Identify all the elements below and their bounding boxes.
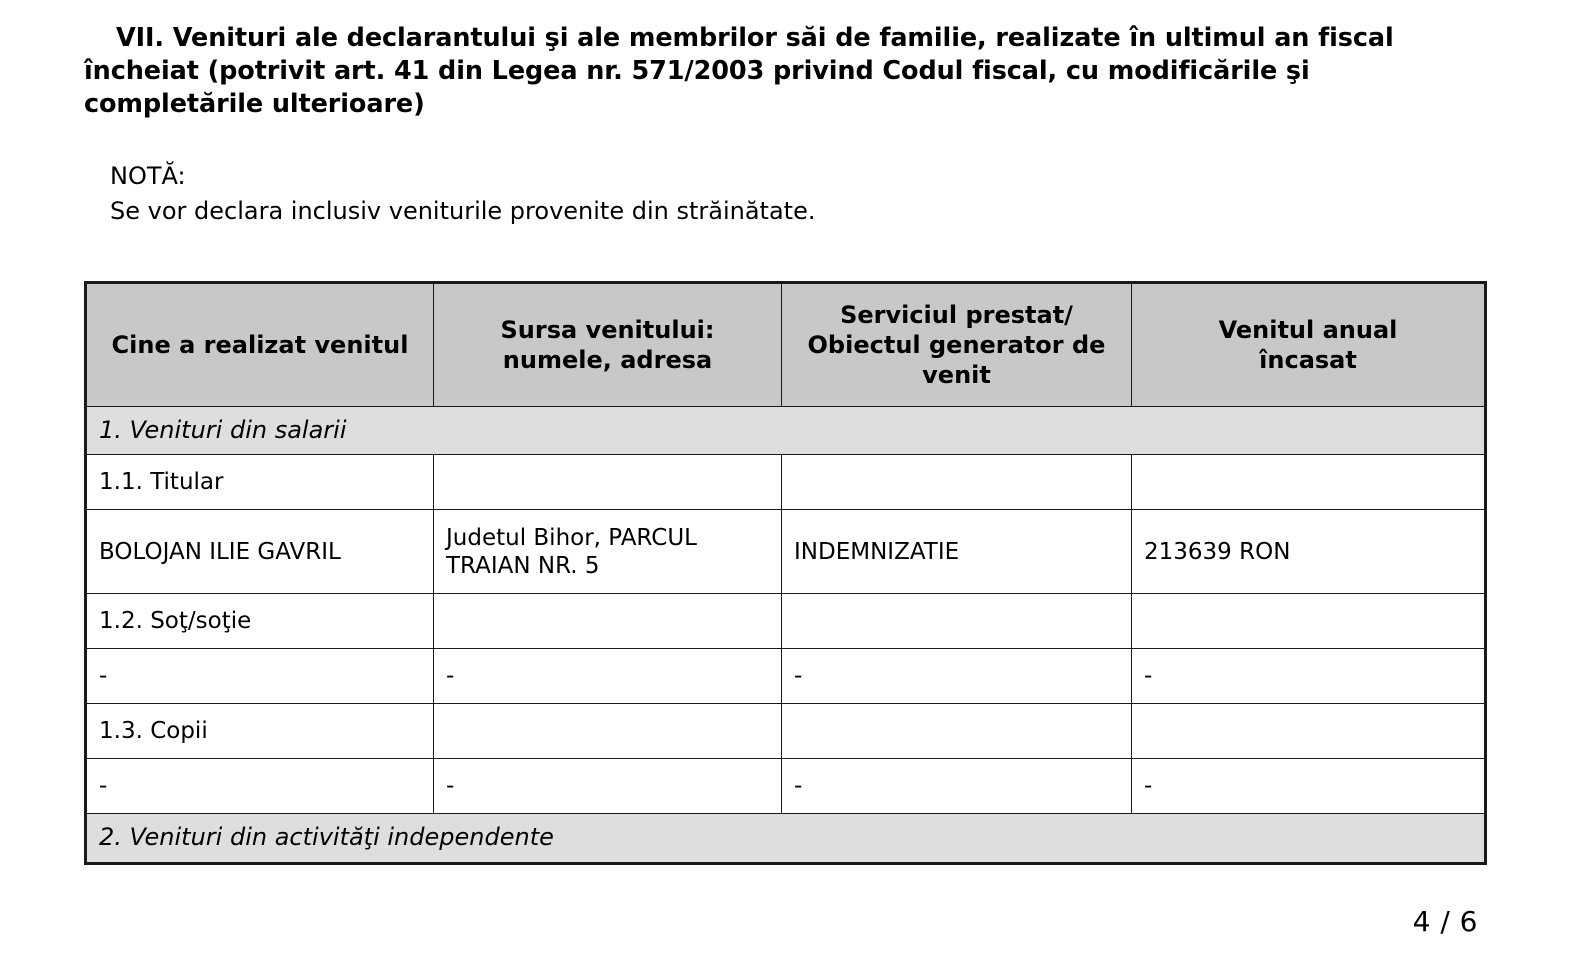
- column-header-annual-income-line2: încasat: [1259, 346, 1357, 375]
- table-row-spouse-header: [86, 594, 1486, 649]
- column-header-service: [782, 283, 1132, 407]
- table-row-children-header: [86, 704, 1486, 759]
- column-header-who: [86, 283, 434, 407]
- cell-source: [434, 455, 782, 510]
- group-row-salaries: [86, 407, 1486, 455]
- cell-who: -: [86, 649, 434, 704]
- cell-service: -: [782, 649, 1132, 704]
- cell-amount: -: [1132, 649, 1486, 704]
- cell-service: [782, 704, 1132, 759]
- column-header-service-line2: Obiectul generator de: [807, 331, 1106, 360]
- table-row-spouse-data: [86, 649, 1486, 704]
- cell-service: [782, 594, 1132, 649]
- column-header-source-line2: numele, adresa: [502, 346, 713, 375]
- column-header-service-line3: venit: [922, 361, 991, 390]
- cell-amount: [1132, 704, 1486, 759]
- cell-source: [434, 594, 782, 649]
- cell-amount: -: [1132, 759, 1486, 814]
- note-text: Se vor declara inclusiv veniturile provenite din străinătate.: [110, 197, 816, 226]
- cell-source: -: [434, 649, 782, 704]
- column-header-annual-income-line1: Venitul anual: [1218, 316, 1398, 345]
- column-header-annual-income: [1132, 283, 1486, 407]
- cell-source: -: [434, 759, 782, 814]
- table-header: [86, 283, 1486, 407]
- cell-amount: [1132, 594, 1486, 649]
- table-row-titular-data: [86, 510, 1486, 594]
- note-block: [110, 159, 1486, 229]
- section-heading: [84, 22, 1486, 121]
- cell-source: [434, 704, 782, 759]
- cell-who: -: [86, 759, 434, 814]
- page-number: 4 / 6: [1412, 905, 1478, 938]
- cell-who: 1.1. Titular: [86, 455, 434, 510]
- cell-service: INDEMNIZATIE: [782, 510, 1132, 594]
- cell-who: BOLOJAN ILIE GAVRIL: [86, 510, 434, 594]
- cell-amount: 213639 RON: [1132, 510, 1486, 594]
- column-header-service-line1: Serviciul prestat/: [840, 301, 1073, 330]
- column-header-source-line1: Sursa venitului:: [500, 316, 715, 345]
- income-table: [84, 281, 1487, 865]
- group-row-independent-activities: [86, 814, 1486, 863]
- cell-source: Judetul Bihor, PARCUL TRAIAN NR. 5: [434, 510, 782, 594]
- column-header-who-line1: Cine a realizat venitul: [111, 331, 409, 360]
- cell-service: -: [782, 759, 1132, 814]
- group-label-salaries: 1. Venituri din salarii: [86, 407, 1486, 455]
- group-label-independent-activities: 2. Venituri din activităţi independente: [86, 814, 1486, 863]
- table-body: [86, 407, 1486, 864]
- table-row-titular-header: [86, 455, 1486, 510]
- cell-amount: [1132, 455, 1486, 510]
- note-label: NOTĂ:: [110, 162, 186, 191]
- table-header-row: [86, 283, 1486, 407]
- section-heading-text: VII. Venituri ale declarantului şi ale membrilor săi de familie, realizate în ultimul an fiscal încheiat (potrivit art. 41 din Legea nr. 571/2003 privind Codul fiscal, cu modificările şi completările ulterioare): [84, 23, 1394, 120]
- table-row-children-data: [86, 759, 1486, 814]
- column-header-source: [434, 283, 782, 407]
- cell-who: 1.2. Soţ/soţie: [86, 594, 434, 649]
- cell-who: 1.3. Copii: [86, 704, 434, 759]
- cell-service: [782, 455, 1132, 510]
